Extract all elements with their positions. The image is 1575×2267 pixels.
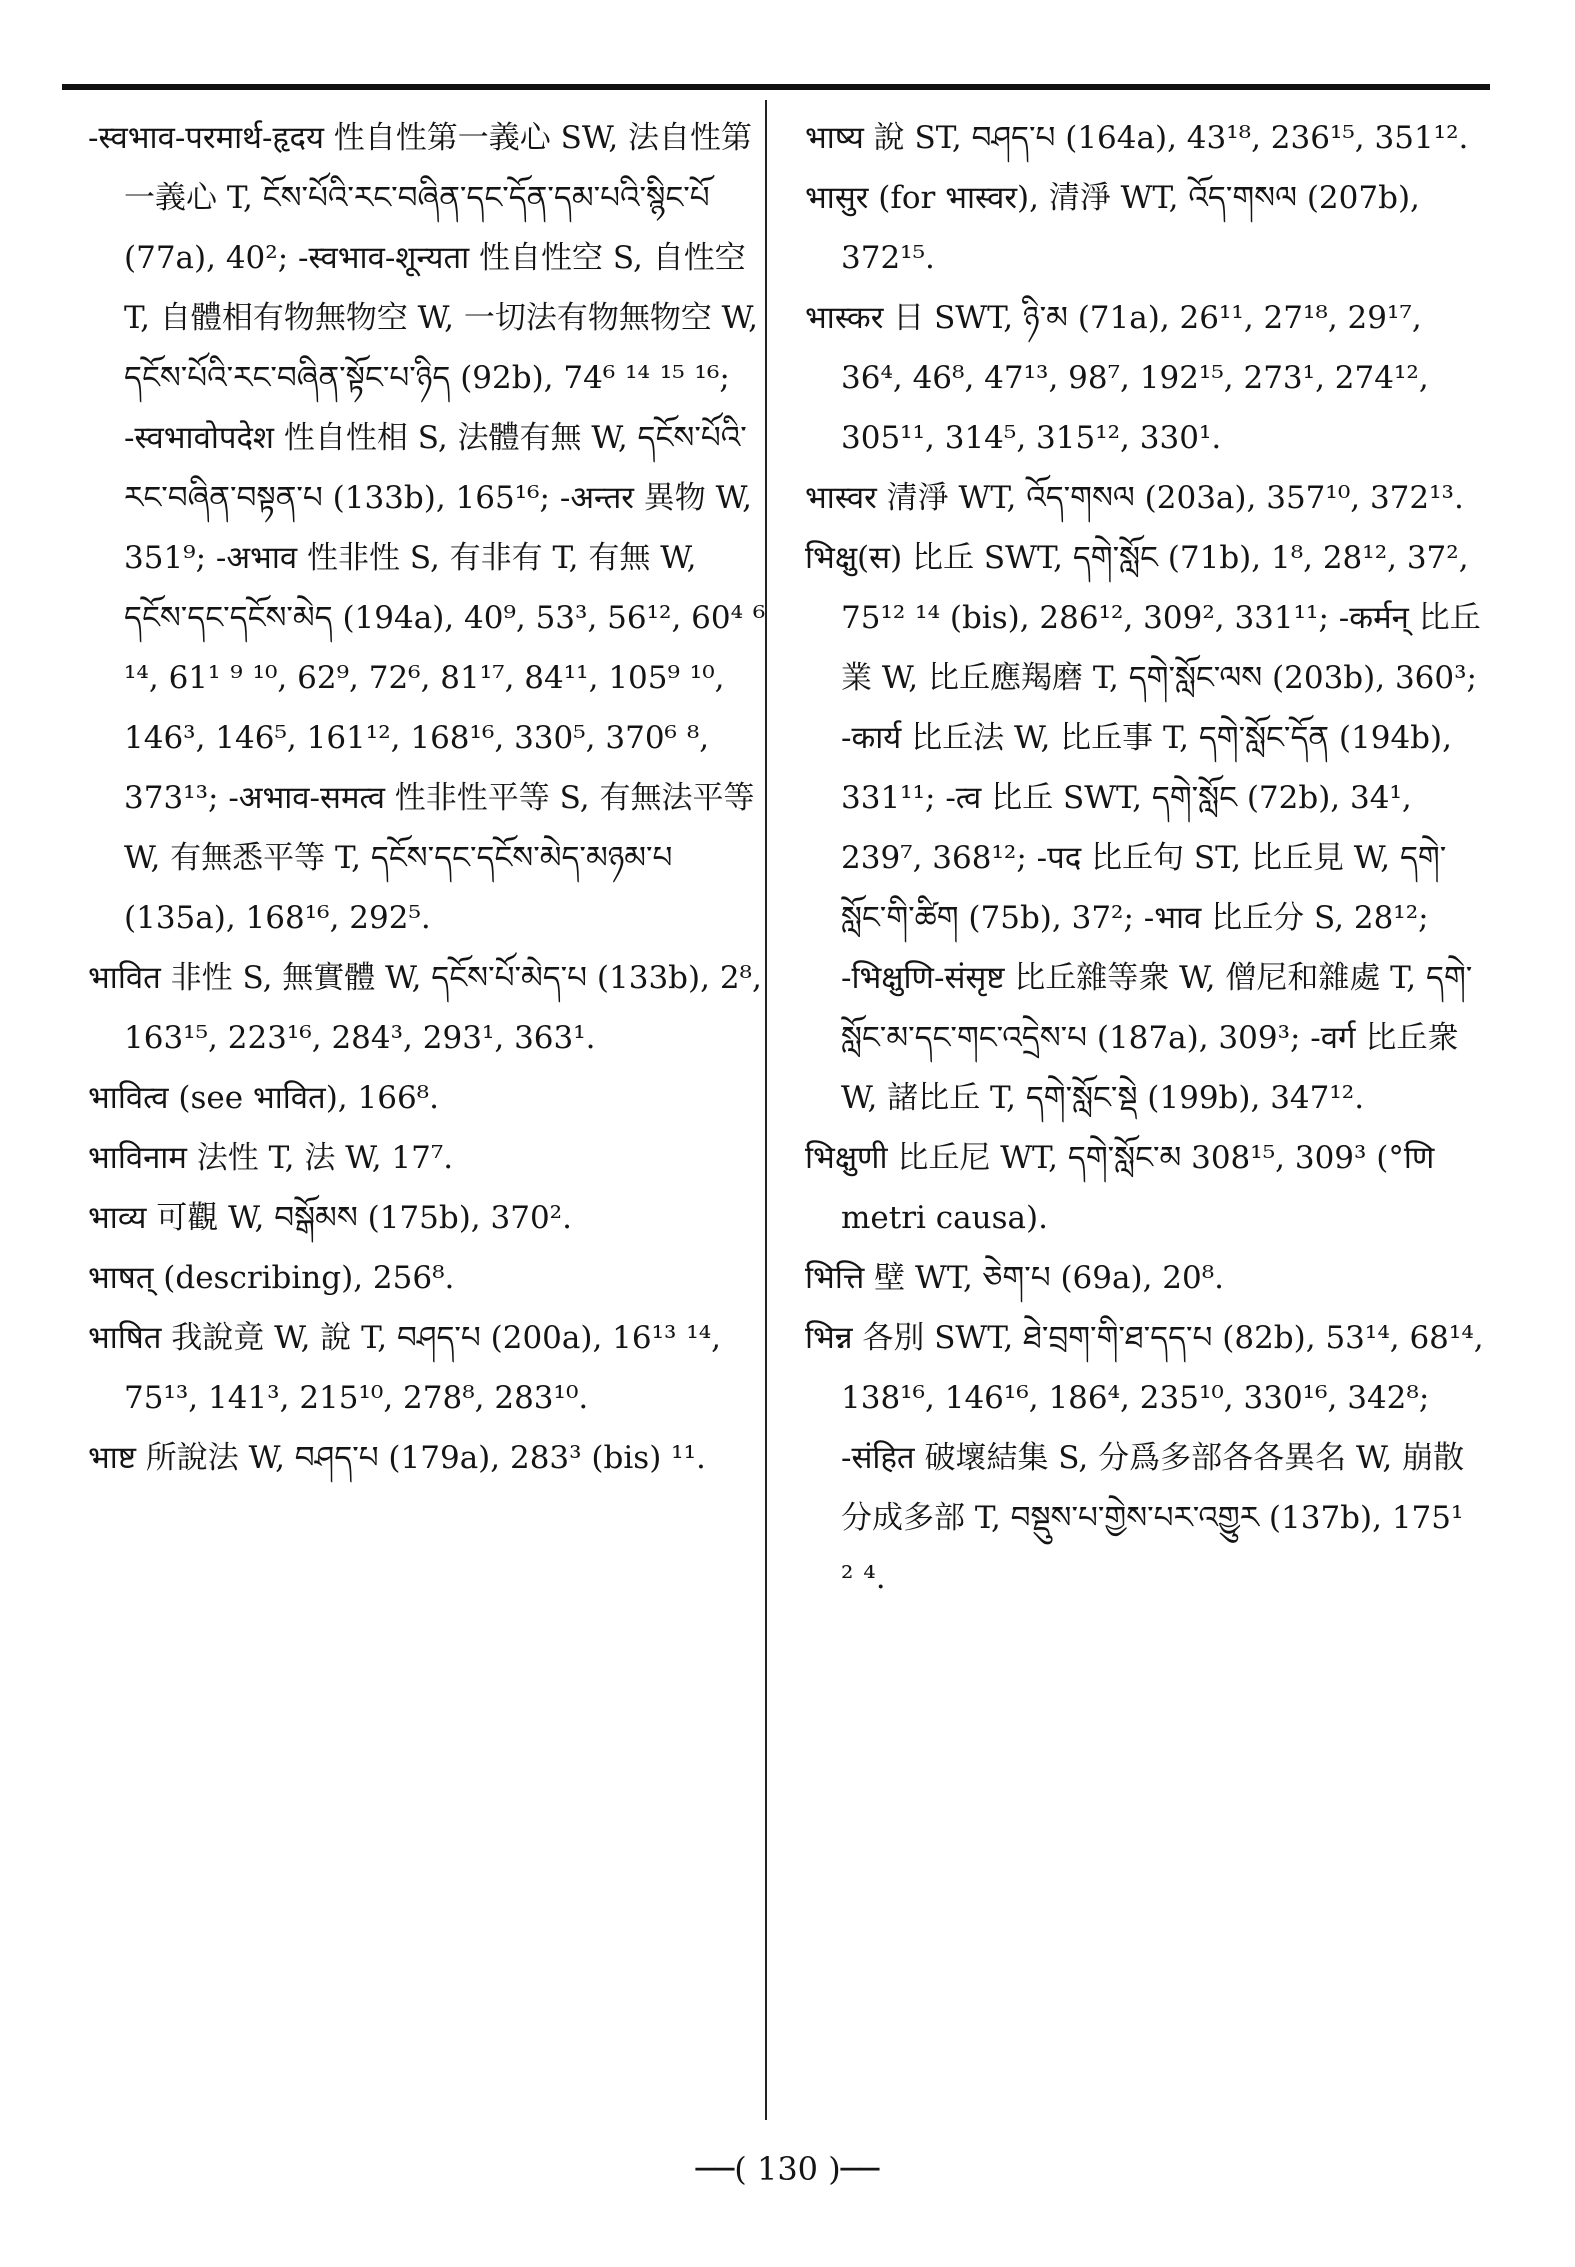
entry-svabhava: -स्वभाव-परमार्थ-हृदय 性自性第一義心 SW, 法自性第一義心 T, ངོས་པོའི་རང་བཞིན་དང་དོན་དམ་པའི་སྙིང་པོ (77a), 40²; -स्वभाव-शून्यता 性自性空 S, 自性空 T, 自體相有物無物空 W, 一切法有物無物空 W, དངོས་པོའི་རང་བཞིན་སྟོང་པ་ཉིད (92b), 74⁶ ¹⁴ ¹⁵ ¹⁶; -स्वभावोपदेश 性自性相 S, 法體有無 W, དངོས་པོའི་རང་བཞིན་བསྟན་པ (133b), 165¹⁶; -अन्तर 異物 W, 351⁹; -अभाव 性非性 S, 有非有 T, 有無 W, དངོས་དང་དངོས་མེད (194a), 40⁹, 53³, 56¹², 60⁴ ⁶ ¹⁴, 61¹ ⁹ ¹⁰, 62⁹, 72⁶, 81¹⁷, 84¹¹, 105⁹ ¹⁰, 146³, 146⁵, 161¹², 168¹⁶, 330⁵, 370⁶ ⁸, 373¹³; -अभाव-समत्व 性非性平等 S, 有無法平等 W, 有無悉平等 T, དངོས་དང་དངོས་མེད་མཉམ་པ (135a), 168¹⁶, 292⁵. [88, 120, 766, 936]
entry-bhasvara: भास्वर 清淨 WT, འོད་གསལ (203a), 357¹⁰, 372¹³. [805, 480, 1464, 516]
entry-bhasura: भासुर (for भास्वर), 清淨 WT, འོད་གསལ (207b), 372¹⁵. [805, 180, 1420, 276]
entry-bhashita: भाषित 我說竟 W, 說 T, བཤད་པ (200a), 16¹³ ¹⁴, 75¹³, 141³, 215¹⁰, 278⁸, 283¹⁰. [88, 1320, 722, 1416]
page-number: ──( 130 )── [695, 2150, 880, 2188]
entry-bhaskara: भास्कर 日 SWT, ཉི་མ (71a), 26¹¹, 27¹⁸, 29¹⁷, 36⁴, 46⁸, 47¹³, 98⁷, 192¹⁵, 273¹, 274¹², 305¹¹, 314⁵, 315¹², 330¹. [805, 300, 1429, 456]
entry-bhashta: भाष्ट 所說法 W, བཤད་པ (179a), 283³ (bis) ¹¹. [88, 1440, 706, 1476]
entry-bhavita: भावित 非性 S, 無實體 W, དངོས་པོ་མེད་པ (133b), 2⁸, 163¹⁵, 223¹⁶, 284³, 293¹, 363¹. [88, 960, 762, 1056]
entry-bhikshuni: भिक्षुणी 比丘尼 WT, དགེ་སློང་མ 308¹⁵, 309³ (°णि metri causa). [805, 1140, 1435, 1236]
entry-bhavya: भाव्य 可觀 W, བསྒོམས (175b), 370². [88, 1200, 572, 1236]
entry-bhashya: भाष्य 說 ST, བཤད་པ (164a), 43¹⁸, 236¹⁵, 351¹². [805, 120, 1469, 156]
entry-bhashat: भाषत् (describing), 256⁸. [88, 1260, 455, 1296]
entry-bhinna: भिन्न 各別 SWT, ཐེ་བྲག་གི་ཐ་དད་པ (82b), 53¹⁴, 68¹⁴, 138¹⁶, 146¹⁶, 186⁴, 235¹⁰, 330¹⁶, 342⁸; -संहित 破壞結集 S, 分爲多部各各異名 W, 崩散分成多部 T, བསྡུས་པ་གྱེས་པར་འགྱུར (137b), 175¹ ² ⁴. [805, 1320, 1484, 1596]
entry-bhavinama: भाविनाम 法性 T, 法 W, 17⁷. [88, 1140, 454, 1176]
right-column [805, 108, 1485, 1608]
entry-bhikshu: भिक्षु(स) 比丘 SWT, དགེ་སློང (71b), 1⁸, 28¹², 37², 75¹² ¹⁴ (bis), 286¹², 309², 331¹¹; -कर्मन् 比丘業 W, 比丘應羯磨 T, དགེ་སློང་ལས (203b), 360³; -कार्य 比丘法 W, 比丘事 T, དགེ་སློང་དོན (194b), 331¹¹; -त्व 比丘 SWT, དགེ་སློང (72b), 34¹, 239⁷, 368¹²; -पद 比丘句 ST, 比丘見 W, དགེ་སློང་གི་ཚིག (75b), 37²; -भाव 比丘分 S, 28¹²; -भिक्षुणि-संसृष्ट 比丘雜等衆 W, 僧尼和雜處 T, དགེ་སློང་མ་དང་གང་འདྲེས་པ (187a), 309³; -वर्ग 比丘衆 W, 諸比丘 T, དགེ་སློང་སྡེ (199b), 347¹². [805, 540, 1481, 1116]
entry-bhitti: भित्ति 壁 WT, ཅེག་པ (69a), 20⁸. [805, 1260, 1224, 1296]
entry-bhavitva: भावित्व (see भावित), 166⁸. [88, 1080, 439, 1116]
top-rule [62, 84, 1490, 90]
left-column [88, 108, 768, 1488]
